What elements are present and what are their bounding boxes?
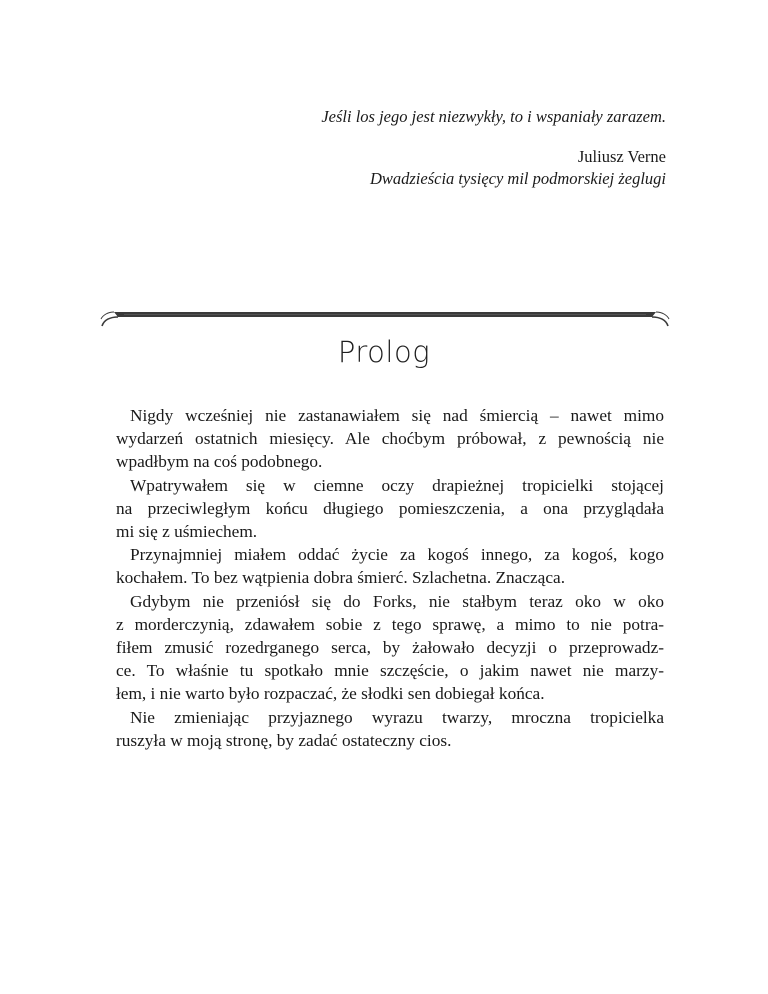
text-line: Przynajmniej miałem oddać życie za kogoś innego, za kogoś, kogo — [130, 545, 664, 565]
chapter-title: Prolog — [337, 335, 431, 369]
text-line: na przeciwległym końcu długiego pomieszczenia, a ona przyglądała — [116, 498, 664, 518]
text-line: łem, i nie warto było rozpaczać, że słodki sen dobiegał końca. — [116, 684, 545, 704]
text-line: mi się z uśmiechem. — [116, 522, 258, 542]
text-line: Wpatrywałem się w ciemne oczy drapieżnej tropicielki stojącej — [130, 475, 664, 495]
text-line: Nie zmieniając przyjaznego wyrazu twarzy, mroczna tropicielka — [130, 707, 664, 727]
text-line: wpadłbym na coś podobnego. — [116, 452, 323, 472]
epigraph-book-title: Dwadzieścia tysięcy mil podmorskiej żeglugi — [369, 169, 666, 188]
text-line: kochałem. To bez wątpienia dobra śmierć. Szlachetna. Znacząca. — [116, 568, 566, 588]
text-line: Gdybym nie przeniósł się do Forks, nie stałbym teraz oko w oko — [130, 591, 664, 611]
paragraph — [116, 404, 664, 474]
chapter-body — [116, 404, 664, 752]
epigraph-quote: Jeśli los jego jest niezwykły, to i wspaniały zarazem. — [321, 107, 666, 126]
text-line: wydarzeń ostatnich miesięcy. Ale choćbym próbował, z pewnością nie — [116, 429, 664, 449]
paragraph — [116, 543, 664, 589]
text-line: ruszyła w moją stronę, by zadać ostateczny cios. — [116, 730, 452, 750]
text-line: ce. To właśnie tu spotkało mnie szczęście, o jakim nawet nie marzy- — [116, 661, 664, 681]
paragraph — [116, 590, 664, 706]
chapter-ornament-rule — [100, 306, 670, 330]
text-line: fiłem zmusić rozedrganego serca, by żałowało decyzji o przeprowadz- — [116, 638, 664, 658]
text-line: z morderczynią, zdawałem sobie z tego sprawę, a mimo to nie potra- — [116, 614, 664, 634]
epigraph-author: Juliusz Verne — [577, 147, 666, 166]
paragraph — [116, 474, 664, 544]
text-line: Nigdy wcześniej nie zastanawiałem się nad śmiercią – nawet mimo — [130, 406, 664, 425]
paragraph — [116, 706, 664, 752]
